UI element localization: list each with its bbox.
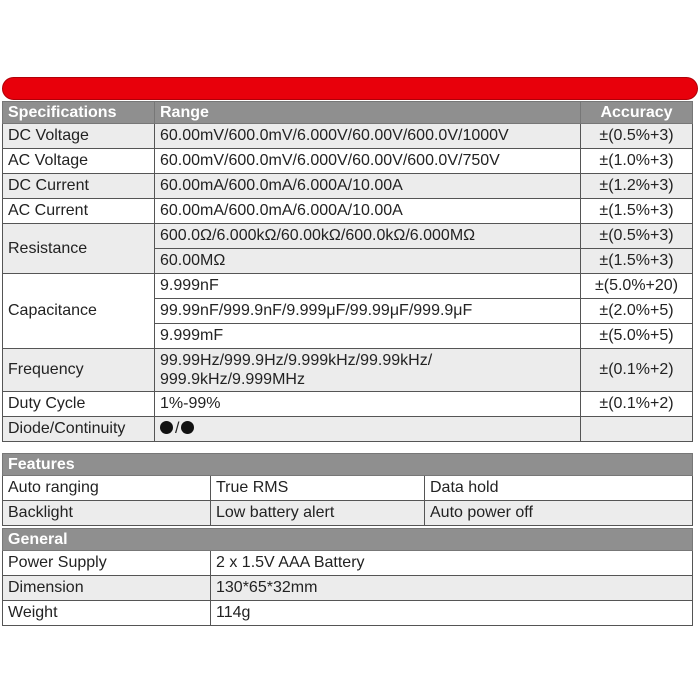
spec-accuracy — [581, 417, 693, 442]
features-header: Features — [3, 454, 693, 476]
general-table — [2, 528, 693, 626]
table-row — [3, 601, 693, 626]
spec-name: Duty Cycle — [3, 392, 155, 417]
red-title-bar — [2, 77, 698, 100]
spec-accuracy: ±(1.5%+3) — [581, 199, 693, 224]
spec-range: 1%-99% — [155, 392, 581, 417]
spec-range: 60.00mV/600.0mV/6.000V/60.00V/600.0V/750V — [155, 149, 581, 174]
table-row — [3, 392, 693, 417]
table-row — [3, 199, 693, 224]
general-label: Weight — [3, 601, 211, 626]
spec-range: 9.999nF — [155, 274, 581, 299]
range-separator: / — [175, 420, 180, 437]
general-header: General — [3, 529, 693, 551]
header-accuracy: Accuracy — [581, 102, 693, 124]
table-row — [3, 174, 693, 199]
general-header-row — [3, 529, 693, 551]
table-row — [3, 576, 693, 601]
spec-accuracy: ±(0.5%+3) — [581, 224, 693, 249]
range-line-2: 999.9kHz/9.999MHz — [160, 371, 305, 388]
spec-name: DC Voltage — [3, 124, 155, 149]
feature-item: Data hold — [425, 476, 693, 501]
spec-range: 99.99nF/999.9nF/9.999μF/99.99μF/999.9μF — [155, 299, 581, 324]
spec-accuracy: ±(1.0%+3) — [581, 149, 693, 174]
table-row — [3, 551, 693, 576]
table-row — [3, 224, 693, 249]
spec-name: Diode/Continuity — [3, 417, 155, 442]
spec-accuracy: ±(0.5%+3) — [581, 124, 693, 149]
spec-accuracy: ±(1.2%+3) — [581, 174, 693, 199]
feature-item: Low battery alert — [211, 501, 425, 526]
general-value: 2 x 1.5V AAA Battery — [211, 551, 693, 576]
range-line-1: 99.99Hz/999.9Hz/9.999kHz/99.99kHz/ — [160, 352, 433, 369]
table-row — [3, 149, 693, 174]
spec-name: Resistance — [3, 224, 155, 274]
diode-dot-icon — [160, 421, 173, 434]
features-table — [2, 453, 693, 526]
header-range: Range — [155, 102, 581, 124]
feature-item: Auto power off — [425, 501, 693, 526]
spec-range: 60.00mA/600.0mA/6.000A/10.00A — [155, 199, 581, 224]
table-row — [3, 274, 693, 299]
table-row — [3, 417, 693, 442]
spec-name: AC Current — [3, 199, 155, 224]
spec-name: Capacitance — [3, 274, 155, 349]
spec-accuracy: ±(2.0%+5) — [581, 299, 693, 324]
spec-accuracy: ±(5.0%+20) — [581, 274, 693, 299]
spec-range — [155, 417, 581, 442]
spec-accuracy: ±(1.5%+3) — [581, 249, 693, 274]
spec-accuracy: ±(0.1%+2) — [581, 392, 693, 417]
general-value: 130*65*32mm — [211, 576, 693, 601]
spec-range: 60.00MΩ — [155, 249, 581, 274]
continuity-dot-icon — [181, 421, 194, 434]
spec-range: 60.00mV/600.0mV/6.000V/60.00V/600.0V/1000V — [155, 124, 581, 149]
header-specifications: Specifications — [3, 102, 155, 124]
spec-name: Frequency — [3, 349, 155, 392]
spec-range: 600.0Ω/6.000kΩ/60.00kΩ/600.0kΩ/6.000MΩ — [155, 224, 581, 249]
feature-item: Auto ranging — [3, 476, 211, 501]
spec-accuracy: ±(5.0%+5) — [581, 324, 693, 349]
feature-item: True RMS — [211, 476, 425, 501]
spec-name: DC Current — [3, 174, 155, 199]
general-label: Dimension — [3, 576, 211, 601]
specifications-table — [2, 101, 693, 442]
spec-range: 9.999mF — [155, 324, 581, 349]
table-row — [3, 124, 693, 149]
table-row — [3, 501, 693, 526]
feature-item: Backlight — [3, 501, 211, 526]
general-value: 114g — [211, 601, 693, 626]
spec-accuracy: ±(0.1%+2) — [581, 349, 693, 392]
table-row — [3, 476, 693, 501]
table-row — [3, 349, 693, 392]
spec-name: AC Voltage — [3, 149, 155, 174]
table-header-row — [3, 102, 693, 124]
spec-range: 60.00mA/600.0mA/6.000A/10.00A — [155, 174, 581, 199]
spec-range — [155, 349, 581, 392]
general-label: Power Supply — [3, 551, 211, 576]
features-header-row — [3, 454, 693, 476]
